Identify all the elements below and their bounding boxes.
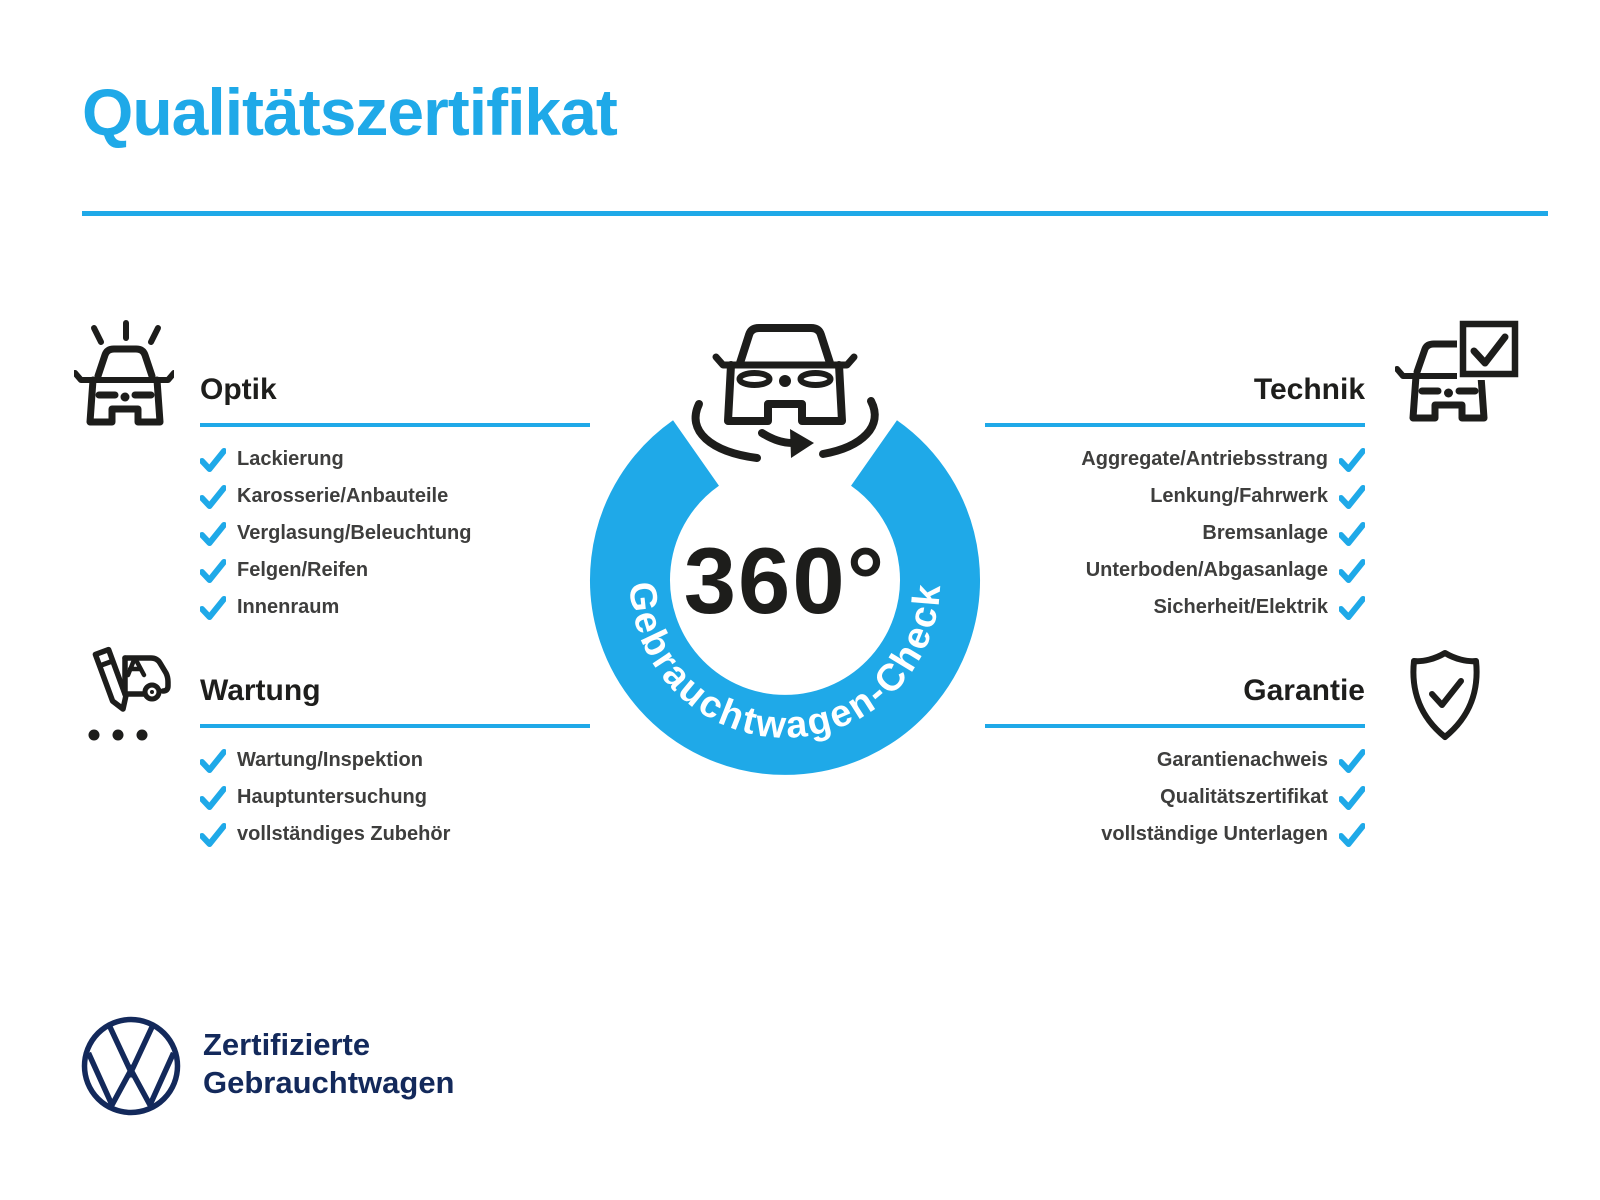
section-garantie: [985, 672, 1365, 853]
check-icon: [1339, 749, 1365, 773]
vw-logo: [79, 1014, 183, 1118]
check-icon: [200, 448, 226, 472]
checklist-item: [200, 742, 590, 779]
checklist-optik: [200, 441, 590, 626]
checklist-item: [985, 552, 1365, 589]
checklist-item: [985, 441, 1365, 478]
checklist-label: Wartung/Inspektion: [237, 749, 423, 771]
section-title-optik: Optik: [200, 373, 277, 406]
checklist-item: [985, 589, 1365, 626]
checklist-item: [200, 515, 590, 552]
section-title-wartung: Wartung: [200, 674, 321, 707]
car-rotation-icon: [696, 328, 875, 458]
checklist-label: vollständiges Zubehör: [237, 823, 451, 845]
check-icon: [1339, 559, 1365, 583]
check-icon: [200, 559, 226, 583]
check-icon: [200, 522, 226, 546]
page-title: Qualitätszertifikat: [82, 75, 617, 149]
check-icon: [200, 485, 226, 509]
check-icon: [200, 823, 226, 847]
360-check-badge: [535, 300, 1035, 790]
footer-claim: [203, 1026, 455, 1102]
check-icon: [200, 596, 226, 620]
checklist-wartung: [200, 742, 590, 853]
checklist-label: vollständige Unterlagen: [1101, 823, 1328, 845]
badge-degrees: 360°: [683, 528, 887, 633]
checklist-item: [985, 478, 1365, 515]
checklist-item: [200, 779, 590, 816]
check-icon: [1339, 823, 1365, 847]
section-title-technik: Technik: [1253, 373, 1365, 406]
checklist-garantie: [985, 742, 1365, 853]
section-wartung: [200, 672, 590, 853]
check-icon: [1339, 596, 1365, 620]
checklist-item: [985, 515, 1365, 552]
checklist-technik: [985, 441, 1365, 626]
checklist-item: [200, 816, 590, 853]
checklist-label: Hauptuntersuchung: [237, 786, 427, 808]
checklist-label: Unterboden/Abgasanlage: [1085, 559, 1328, 581]
check-icon: [1339, 485, 1365, 509]
checklist-label: Bremsanlage: [1202, 522, 1328, 544]
checklist-item: [200, 478, 590, 515]
check-icon: [1339, 522, 1365, 546]
checklist-label: Innenraum: [237, 596, 340, 618]
footer-claim-line1: Zertifizierte: [203, 1027, 371, 1062]
shield-check-icon: [1406, 648, 1484, 743]
check-icon: [1339, 448, 1365, 472]
check-icon: [200, 749, 226, 773]
car-shine-icon: [74, 318, 174, 430]
checklist-item: [200, 441, 590, 478]
section-divider: [985, 423, 1365, 427]
section-optik: [200, 371, 590, 626]
service-record-icon: [78, 642, 178, 747]
checklist-item: [985, 742, 1365, 779]
checklist-item: [200, 552, 590, 589]
section-divider: [200, 724, 590, 728]
checklist-label: Lackierung: [237, 448, 344, 470]
section-divider: [985, 724, 1365, 728]
section-title-garantie: Garantie: [1243, 674, 1365, 707]
checklist-label: Karosserie/Anbauteile: [237, 485, 449, 507]
checklist-item: [985, 779, 1365, 816]
check-icon: [200, 786, 226, 810]
checklist-item: [985, 816, 1365, 853]
footer-claim-line2: Gebrauchtwagen: [203, 1065, 455, 1100]
section-technik: [985, 371, 1365, 626]
checklist-label: Qualitätszertifikat: [1160, 786, 1328, 808]
title-divider: [82, 211, 1548, 216]
badge-ring-text: Gebrauchtwagen-Check: [620, 579, 950, 748]
checklist-label: Garantienachweis: [1156, 749, 1328, 771]
checklist-label: Aggregate/Antriebsstrang: [1081, 448, 1328, 470]
checklist-label: Verglasung/Beleuchtung: [237, 522, 472, 544]
checklist-label: Felgen/Reifen: [237, 559, 369, 581]
checklist-label: Lenkung/Fahrwerk: [1150, 485, 1328, 507]
checklist-item: [200, 589, 590, 626]
checklist-label: Sicherheit/Elektrik: [1153, 596, 1328, 618]
section-divider: [200, 423, 590, 427]
check-icon: [1339, 786, 1365, 810]
car-checkbox-icon: [1395, 318, 1521, 433]
